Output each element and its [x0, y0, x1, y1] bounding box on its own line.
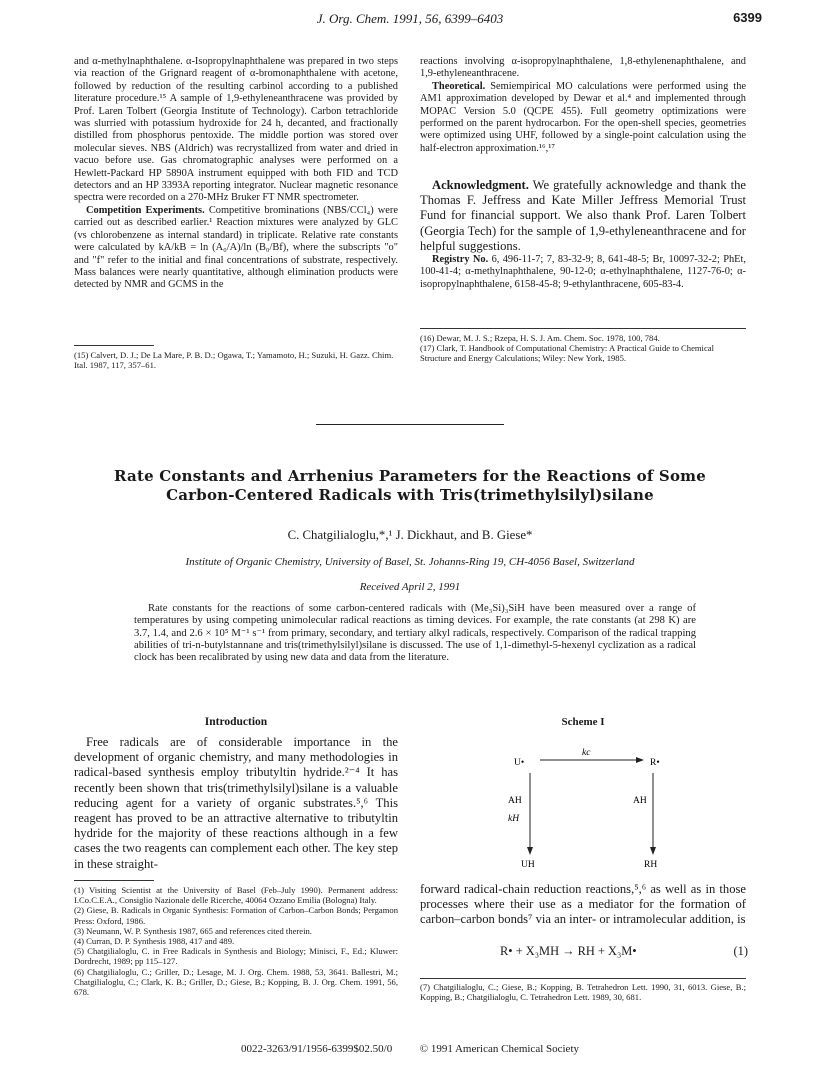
theoretical-paragraph: [420, 81, 746, 155]
introduction-heading: Introduction: [204, 716, 268, 728]
footnote-6: (6) Chatgilialoglu, C.; Griller, D.; Lesage, M. J. Org. Chem. 1988, 53, 3641. Ballestri, M.; Chatgilialoglu, C.; Clark, K. B.; Griller, D.; Giese, B.; Kopping, B. J. Org. Chem. 1991, 56, 678.: [74, 966, 398, 998]
equation-1: R• + X₃MH → RH + X₃M•: [500, 944, 637, 958]
kc-arrow-head: [636, 757, 644, 763]
kh-label: kH: [508, 814, 520, 824]
competition-heading: Competition Experiments.: [86, 204, 205, 216]
intro-footnote-rule: [74, 880, 154, 881]
registry-paragraph: [420, 254, 746, 291]
copyright: © 1991 American Chemical Society: [419, 1043, 579, 1055]
footnote-3: (3) Neumann, W. P. Synthesis 1987, 665 and references cited therein.: [74, 925, 312, 936]
theoretical-text: Semiempirical MO calculations were performed using the AM1 approximation developed by Dewar et al.⁴ and implemented through MOPAC Version 5.0 (QCPE 455). Full geometry optimizations were performed on the parent hydrocarbon. For the open-shell species, geometries were optimized using UHF, followed by a single-point calculation using the half-electron approximation.¹⁶,¹⁷: [420, 80, 746, 154]
page-number: 6399: [733, 10, 762, 25]
experimental-paragraph: and α-methylnaphthalene. α-Isopropylnaphthalene was prepared in two steps via reaction of the Grignard reagent of α-bromonaphthalene with acetone, followed by reduction of the resulting carbinol according to a published literature procedure.¹⁵ A sample of 1,9-ethyleneanthracene was provided by Prof. Laren Tolbert (Georgia Institute of Technology). Carbon tetrachloride was slurried with potassium hydroxide for 24 h, decanted, and fractionally distilled from phosphorus pentoxide. The middle portion was stored over molecular sieves. NBS (Aldrich) was recrystallized from water and dried in vacuo before use. Gas chromatographic analyses were performed on a Hewlett-Packard HP 5890A instrument equipped with both FID and TCD detectors and an HP 3393A reporting integrator. Nuclear magnetic resonance spectra were recorded on a 270-MHz Bruker FT NMR spectrometer.: [74, 56, 398, 204]
competition-text: Competitive brominations (NBS/CCl₄) were carried out as described earlier.¹ Reaction mixtures were analyzed by GLC (vs chlorobenzene as internal standard) in triplicate. Relative rate constants were calculated by kA/kB = ln (A₀/A)/ln (B₀/Bf), where the subscripts "o" and "f" refer to the initial and final concentrations of substrate, respectively. Mass balances were nearly quantitative, although elimination products were detected by NMR and GCMS in the: [74, 204, 398, 291]
journal-citation: J. Org. Chem. 1991, 56, 6399–6403: [316, 11, 504, 26]
r-radical-label: R•: [650, 758, 660, 768]
registry-heading: Registry No.: [432, 254, 489, 265]
right-arrow-head: [650, 847, 656, 855]
title-line-1: Rate Constants and Arrhenius Parameters for the Reactions of Some: [114, 467, 706, 485]
u-radical-label: U•: [514, 758, 525, 768]
reactions-paragraph: reactions involving α-isopropylnaphthalene, 1,8-ethylenenaphthalene, and 1,9-ethyleneanthracene.: [420, 56, 746, 80]
footnotes-16-17: [420, 333, 746, 364]
ah-left-label: AH: [508, 796, 522, 806]
footnote-15: [74, 350, 398, 370]
institution: Institute of Organic Chemistry, University of Basel, St. Johanns-Ring 19, CH-4056 Basel, Switzerland: [185, 556, 635, 568]
footnote-1: (1) Visiting Scientist at the University of Basel (Feb–July 1990). Permanent address: I.Co.C.E.A., Consiglio Nazionale delle Ricerche, 40064 Ozzano Emilia (Bologna) Italy.: [74, 885, 398, 906]
ah-right-label: AH: [633, 796, 647, 806]
footnote-16: (16) Dewar, M. J. S.; Rzepa, H. S. J. Am. Chem. Soc. 1978, 100, 784.: [420, 333, 660, 343]
footnote-7-text: (7) Chatgilialoglu, C.; Giese, B.; Kopping, B. Tetrahedron Lett. 1990, 31, 6013. Giese, B.; Kopping, B.; Chatgilialoglu, C. Tetrahedron Lett. 1989, 30, 681.: [420, 982, 746, 1003]
prev-article-left-column: [74, 56, 398, 292]
rh-label: RH: [644, 860, 658, 870]
uh-label: UH: [521, 860, 535, 870]
registry-text: 6, 496-11-7; 7, 83-32-9; 8, 641-48-5; Br, 10097-32-2; PhEt, 100-41-4; α-methylnaphthalene, 90-12-0; α-ethylnaphthalene, 1127-76-0; α-isopropylnaphthalene, 6158-45-8; 9-ethylanthracene, 605-83-4.: [420, 254, 747, 290]
intro-footnotes: [74, 885, 398, 997]
left-arrow-head: [527, 847, 533, 855]
abstract-text: Rate constants for the reactions of some carbon-centered radicals with (Me₃Si)₃SiH have been measured over a range of temperatures by using competing unimolecular radical reactions as timing devices. For example, the rate constants (at 298 K) are 3.7, 1.4, and 2.6 × 10⁵ M⁻¹ s⁻¹ from primary, secondary, and tertiary alkyl radicals, respectively. Comparison of the radical trapping abilities of tri-n-butylstannane and tris(trimethylsilyl)silane is discussed. The use of 1,1-dimethyl-5-hexenyl cyclization as a radical clock has been recalibrated by using new data and data from the literature.: [134, 603, 696, 664]
article-separator: [316, 424, 504, 425]
footnote-rule-right: [420, 328, 746, 329]
right-column-body: forward radical-chain reduction reactions,⁵,⁶ as well as in those processes where their use as a mediator for the formation of carbon–carbon bonds⁷ via an inter- or intramolecular addition, is: [420, 882, 746, 927]
theoretical-heading: Theoretical.: [432, 80, 486, 92]
scheme-diagram: [490, 735, 680, 870]
footnote-rule: [74, 345, 154, 346]
page-footer: [0, 1043, 820, 1055]
article-title: [0, 467, 820, 505]
authors: C. Chatgilialoglu,*,¹ J. Dickhaut, and B. Giese*: [287, 528, 533, 542]
article-code: 0022-3263/91/1956-6399$02.50/0: [240, 1043, 393, 1055]
footnote-17: (17) Clark, T. Handbook of Computational Chemistry: A Practical Guide to Chemical Structure and Energy Calculations; Wiley: New York, 1985.: [420, 343, 714, 364]
abstract: [134, 603, 696, 664]
competition-paragraph: [74, 205, 398, 292]
introduction-text: Free radicals are of considerable importance in the development of organic chemistry, and many methodologies in radical-based synthesis employ tributyltin hydride.²⁻⁴ It has recently been shown that tris(trimethylsilyl)silane is a valuable reducing agent for a variety of organic substrates.⁵,⁶ This reagent has proved to be an attractive alternative to tributyltin hydride for the majority of these reactions although in a few cases the two reagents can complement each other. The key step in these straight-: [74, 735, 398, 871]
footnote-7: [420, 982, 746, 1002]
prev-article-right-column: [420, 56, 746, 155]
acknowledgment-text: We gratefully acknowledge and thank the Thomas F. Jeffress and Kate Miller Jeffress Memorial Trust Fund for financial support. We also thank Prof. Laren Tolbert (Georgia Tech) for the sample of 1,9-ethyleneanthracene and for helpful suggestions.: [420, 178, 747, 253]
running-header: [0, 8, 820, 28]
footnote-7-rule: [420, 978, 746, 979]
received-date: Received April 2, 1991: [359, 581, 461, 593]
acknowledgment-paragraph: [420, 178, 746, 254]
title-line-2: Carbon-Centered Radicals with Tris(trimethylsilyl)silane: [166, 486, 654, 504]
kc-label: kc: [582, 748, 591, 758]
footnote-15-text: (15) Calvert, D. J.; De La Mare, P. B. D.; Ogawa, T.; Yamamoto, H.; Suzuki, H. Gazz. Chim. Ital. 1987, 117, 357–61.: [74, 350, 394, 371]
acknowledgment-heading: Acknowledgment.: [432, 178, 529, 192]
scheme-title: Scheme I: [561, 716, 605, 728]
scheme-svg: [490, 735, 680, 870]
footnote-4: (4) Curran, D. P. Synthesis 1988, 417 and 489.: [74, 936, 235, 947]
footnote-2: (2) Giese, B. Radicals in Organic Synthesis: Formation of Carbon–Carbon Bonds; Pergamon Press: Oxford, 1986.: [74, 905, 398, 926]
equation-number: (1): [733, 944, 748, 958]
footnote-5: (5) Chatgilialoglu, C. in Free Radicals in Synthesis and Biology; Minisci, F., Ed.; Kluwer: Dordrecht, 1989; pp 115–127.: [74, 946, 398, 967]
